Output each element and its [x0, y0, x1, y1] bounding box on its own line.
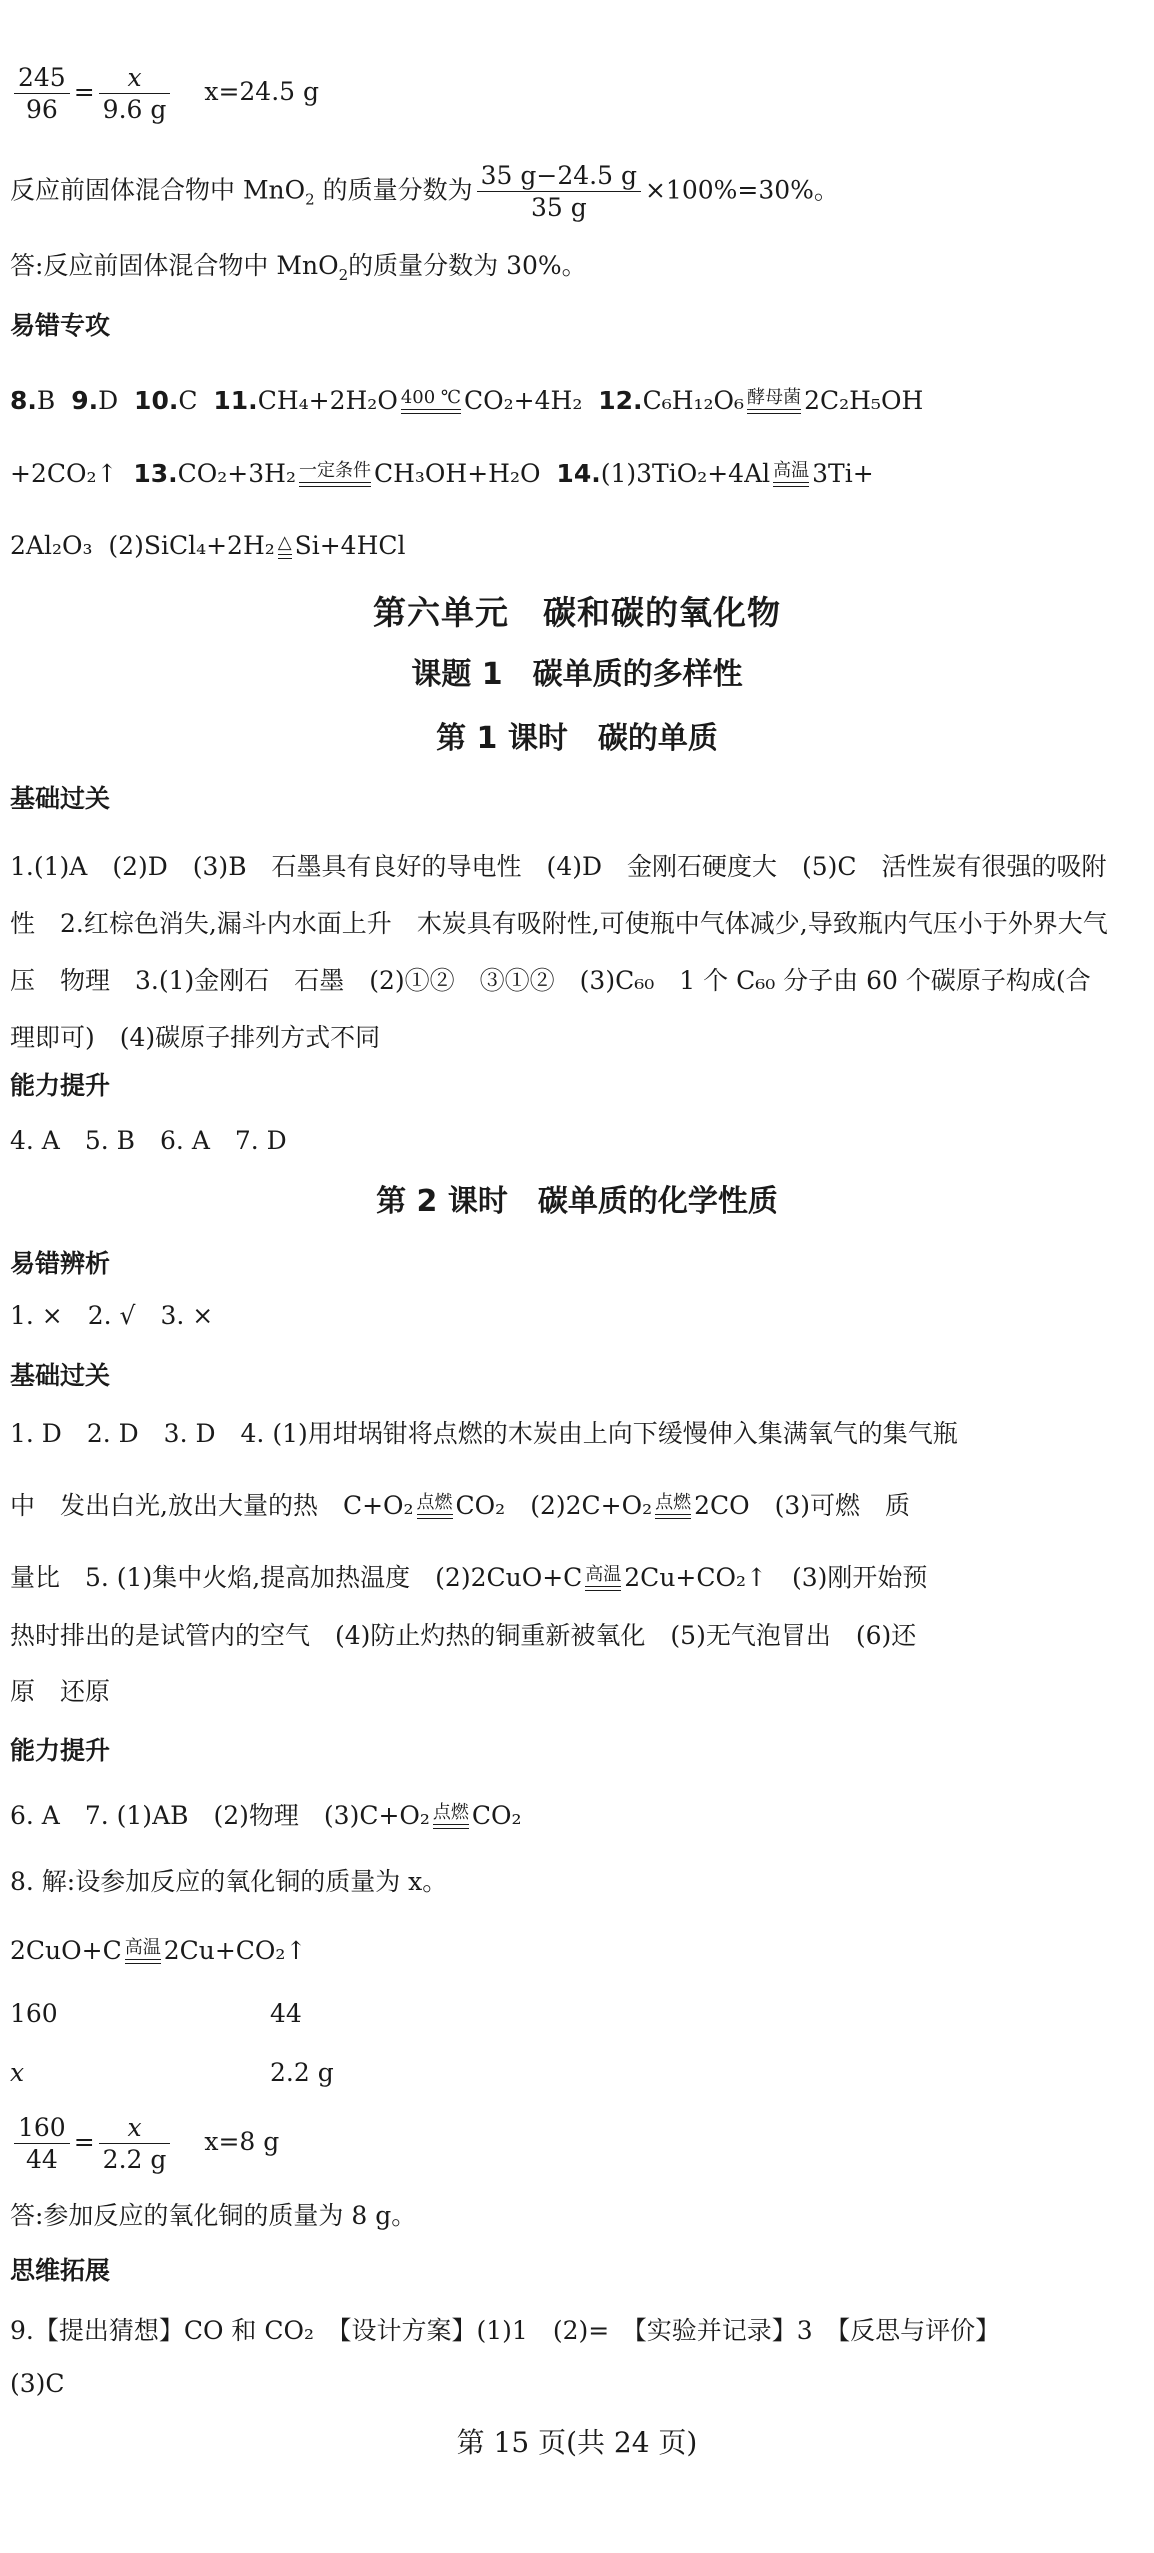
q8-ratio-row: 160 44 [10, 1999, 302, 2028]
jichu2-line: 中 发出白光,放出大量的热 C+O₂ 点燃 CO₂ (2)2C+O₂ 点燃 2CO (3)可燃 质 [10, 1491, 911, 1520]
reaction-condition: 点燃 [417, 1494, 453, 1519]
reaction-condition: 点燃 [433, 1804, 469, 1829]
reaction-condition: 点燃 [655, 1494, 691, 1519]
fraction: $\frac{35 g-24.5 g}{35 g}$ [477, 160, 641, 224]
calc-proportion-line: $\frac{245}{96}$ = $\frac{x}{9.6 g}$ x=24.5 g [10, 62, 1114, 126]
nengli-answers: 4. A 5. B 6. A 7. D [10, 1126, 287, 1155]
section-heading: 思维拓展 [10, 2256, 111, 2285]
siwei-line: (3)C [10, 2369, 65, 2398]
mno2-fraction-line: 反应前固体混合物中 MnO$_2$ 的质量分数为 $\frac{35 g-24.5 g}{35 g}$ ×100%=30%。 [10, 161, 839, 223]
nengli2-line: 6. A 7. (1)AB (2)物理 (3)C+O₂ 点燃 CO₂ [10, 1801, 522, 1830]
unit-title: 第六单元 碳和碳的氧化物 [373, 593, 781, 632]
reaction-condition: 高温 [585, 1566, 621, 1591]
lesson-title: 课题 1 碳单质的多样性 [411, 657, 743, 692]
yicuo-answers-line-2: +2CO₂↑ 13.CO₂+3H₂ 一定条件 CH₃OH+H₂O 14.(1)3TiO₂+4Al 高温 3Ti+ [10, 459, 874, 488]
jichu2-line: 1. D 2. D 3. D 4. (1)用坩埚钳将点燃的木炭由上向下缓慢伸入集满氧气的集气瓶 [10, 1419, 958, 1448]
q8-answer: 答:参加反应的氧化铜的质量为 8 g。 [10, 2201, 417, 2230]
reaction-condition: 400 ℃ [401, 389, 461, 414]
jichu2-line: 量比 5. (1)集中火焰,提高加热温度 (2)2CuO+C 高温 2Cu+CO₂↑ (3)刚开始预 [10, 1563, 928, 1592]
period-title: 第 1 课时 碳的单质 [436, 721, 718, 756]
fraction: $\frac{160}{44}$ [14, 2112, 70, 2176]
yicuo-jiexi-answers: 1. × 2. √ 3. × [10, 1301, 214, 1330]
q8-equation: 2CuO+C 高温 2Cu+CO₂↑ [10, 1936, 307, 1965]
fraction: $\frac{245}{96}$ [14, 62, 70, 126]
page-footer: 第 15 页(共 24 页) [456, 2426, 698, 2459]
siwei-line: 9.【提出猜想】CO 和 CO₂ 【设计方案】(1)1 (2)= 【实验并记录】3 【反思与评价】 [10, 2316, 1001, 2345]
reaction-condition: 高温 [125, 1939, 161, 1964]
fraction: $\frac{x}{9.6 g}$ [99, 62, 171, 126]
section-heading: 易错专攻 [10, 311, 111, 340]
reaction-condition: 酵母菌 [747, 389, 801, 414]
reaction-condition: 高温 [773, 462, 809, 487]
section-heading: 基础过关 [10, 784, 111, 813]
yicuo-answers-line-3: 2Al₂O₃ (2)SiCl₄+2H₂ △ Si+4HCl [10, 531, 406, 560]
result-text: x=24.5 g [204, 77, 320, 107]
jichu2-line: 原 还原 [10, 1677, 111, 1706]
section-heading: 基础过关 [10, 1361, 111, 1390]
q8-ratio-row: x 2.2 g [10, 2058, 334, 2087]
jichu-paragraph: 1.(1)A (2)D (3)B 石墨具有良好的导电性 (4)D 金刚石硬度大 (5)C 活性炭有很强的吸附性 2.红棕色消失,漏斗内水面上升 木炭具有吸附性,可使瓶中气体减少,导致瓶内气压小于外界大气压 物理 3.(1)金刚石 石墨 (2)①② ③①② (3)C₆₀ 1 个 C₆₀ 分子由 60 个碳原子构成(合理即可) (4)碳原子排列方式不同 [10, 852, 1108, 1052]
period-title: 第 2 课时 碳单质的化学性质 [376, 1184, 778, 1219]
section-heading: 能力提升 [10, 1071, 111, 1100]
q8-intro: 8. 解:设参加反应的氧化铜的质量为 x。 [10, 1867, 448, 1896]
jichu2-line: 热时排出的是试管内的空气 (4)防止灼热的铜重新被氧化 (5)无气泡冒出 (6)还 [10, 1621, 917, 1650]
section-heading: 能力提升 [10, 1736, 111, 1765]
section-heading: 易错辨析 [10, 1249, 111, 1278]
yicuo-answers-line-1: 8.B 9.D 10.C 11.CH₄+2H₂O 400 ℃ CO₂+4H₂ 12.C₆H₁₂O₆ 酵母菌 2C₂H₅OH [10, 386, 924, 415]
q8-proportion: $\frac{160}{44}$ = $\frac{x}{2.2 g}$ x=8 g [10, 2112, 1114, 2176]
fraction: $\frac{x}{2.2 g}$ [99, 2112, 171, 2176]
answer-line: 答:反应前固体混合物中 MnO$_2$的质量分数为 30%。 [10, 251, 587, 284]
reaction-condition: 一定条件 [299, 462, 371, 487]
reaction-condition: △ [278, 534, 292, 559]
